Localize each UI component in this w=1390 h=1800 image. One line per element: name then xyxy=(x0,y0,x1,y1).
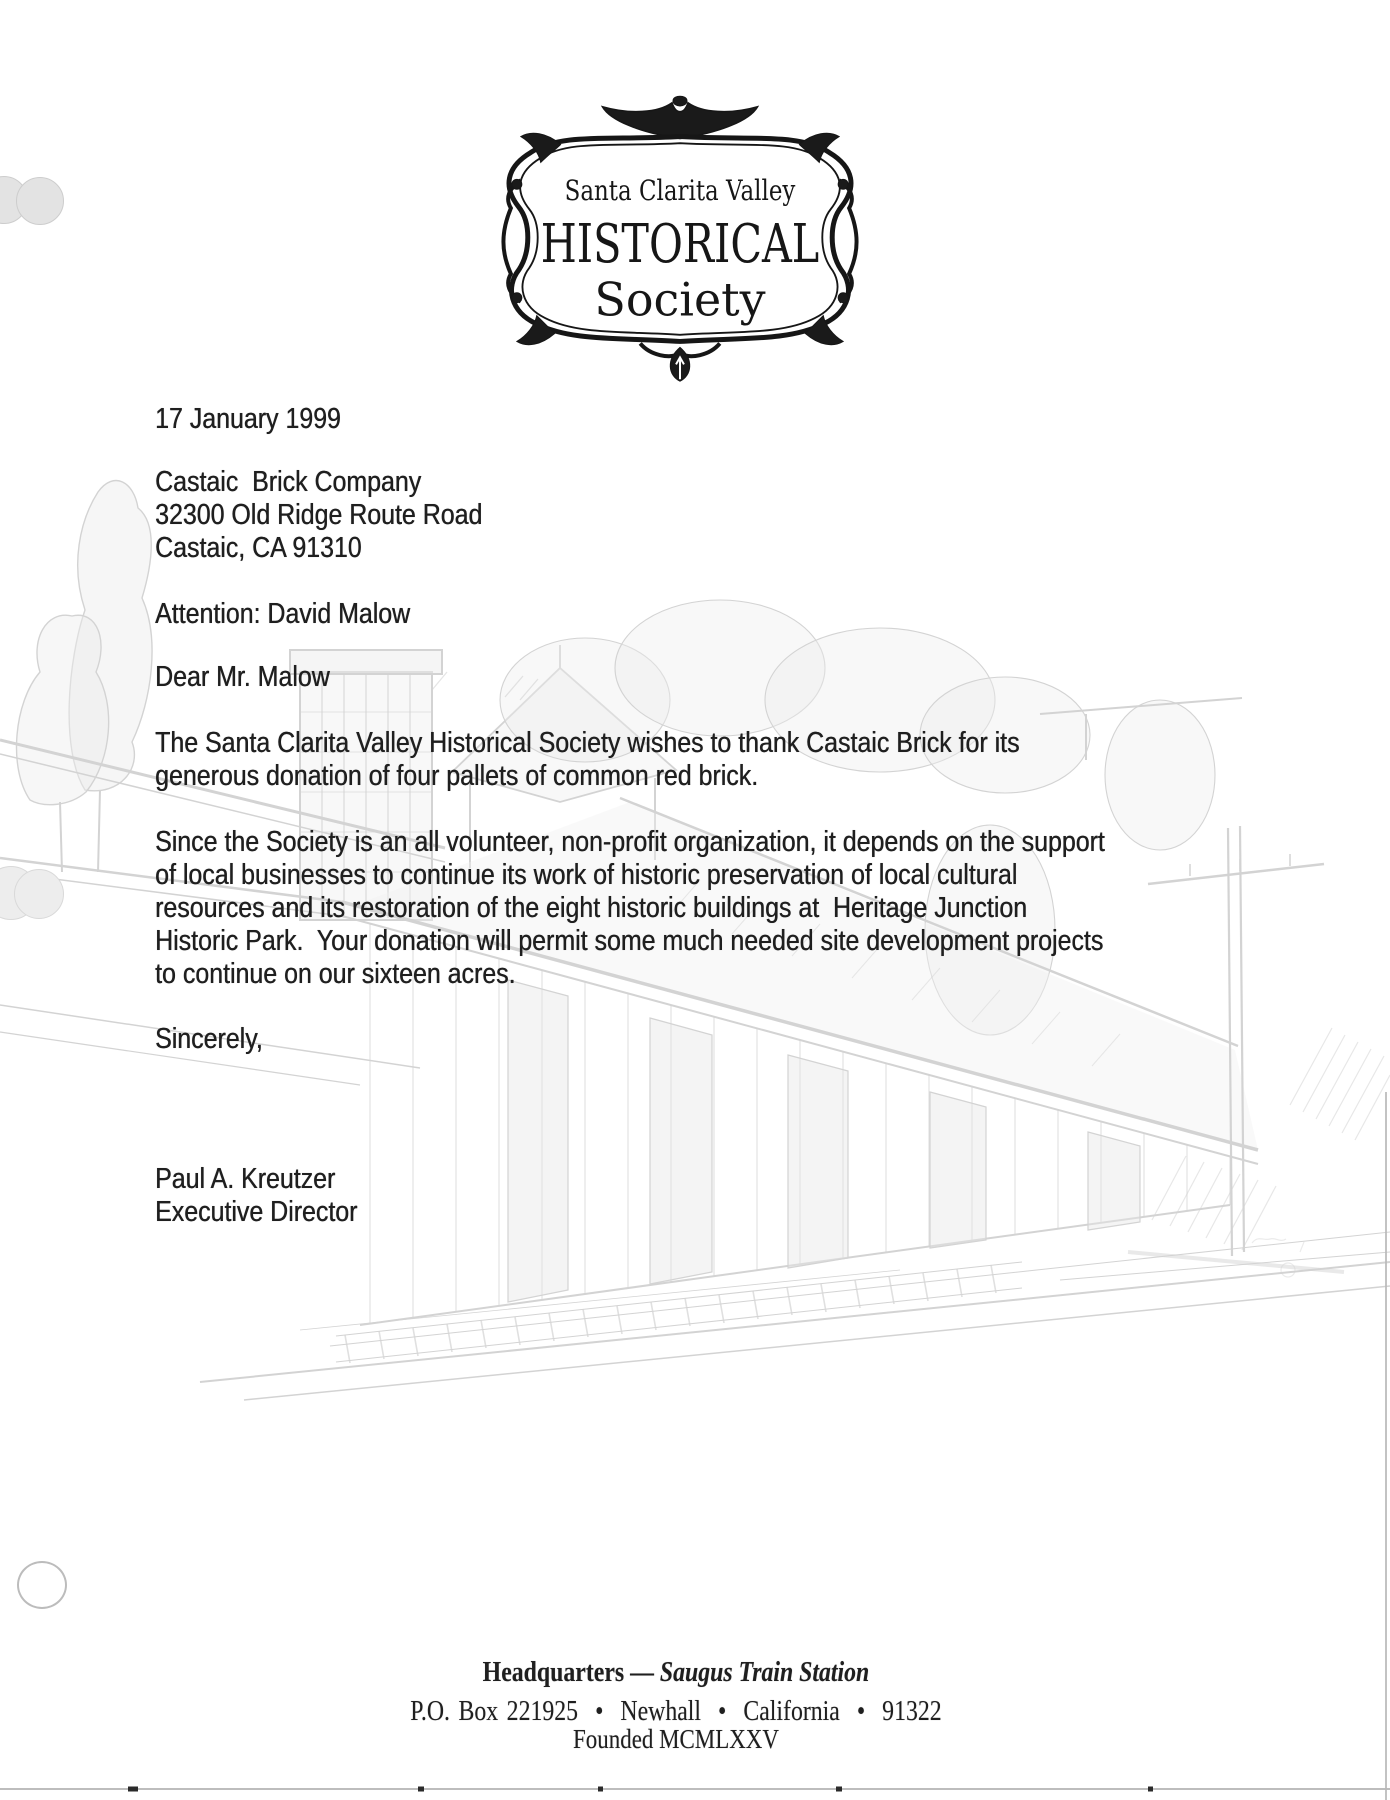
hole-punch-top-right xyxy=(16,177,64,225)
logo-text-line2: HISTORICAL xyxy=(540,211,820,275)
footer-founded-line: Founded MCMLXXV xyxy=(573,1724,779,1754)
society-logo xyxy=(491,92,869,384)
salutation: Dear Mr. Malow xyxy=(155,661,330,693)
logo-text-line3: Society xyxy=(594,273,766,327)
recipient-company: Castaic Brick Company xyxy=(155,466,422,498)
attention-line: Attention: David Malow xyxy=(155,598,411,630)
body-line: generous donation of four pallets of common red brick. xyxy=(155,760,759,792)
footer-headquarters-line xyxy=(101,1657,1250,1689)
footer-headquarters-label: Headquarters — xyxy=(482,1657,660,1688)
letter-date: 17 January 1999 xyxy=(155,403,341,435)
hole-punch-bottom-outline xyxy=(17,1561,67,1609)
body-line: of local businesses to continue its work of historic preservation of local cultural xyxy=(155,859,1018,891)
logo-text-line1: Santa Clarita Valley xyxy=(564,174,796,208)
footer-address-line: P.O. Box 221925 • Newhall • California • 91322 xyxy=(410,1696,942,1727)
recipient-street: 32300 Old Ridge Route Road xyxy=(155,499,483,531)
body-line: Historic Park. Your donation will permit some much needed site development projects xyxy=(155,925,1104,957)
body-line: resources and its restoration of the eight historic buildings at Heritage Junction xyxy=(155,892,1027,924)
body-line: Since the Society is an all volunteer, non-profit organization, it depends on the support xyxy=(155,826,1105,858)
scan-right-edge xyxy=(1385,1092,1387,1800)
body-line: to continue on our sixteen acres. xyxy=(155,958,516,990)
signature-name: Paul A. Kreutzer xyxy=(155,1163,336,1195)
hole-punch-middle-right xyxy=(14,869,64,919)
body-line: The Santa Clarita Valley Historical Society wishes to thank Castaic Brick for its xyxy=(155,727,1020,759)
closing: Sincerely, xyxy=(155,1023,263,1055)
footer-station-name: Saugus Train Station xyxy=(659,1657,870,1688)
recipient-city: Castaic, CA 91310 xyxy=(155,532,362,564)
signature-title: Executive Director xyxy=(155,1196,358,1228)
